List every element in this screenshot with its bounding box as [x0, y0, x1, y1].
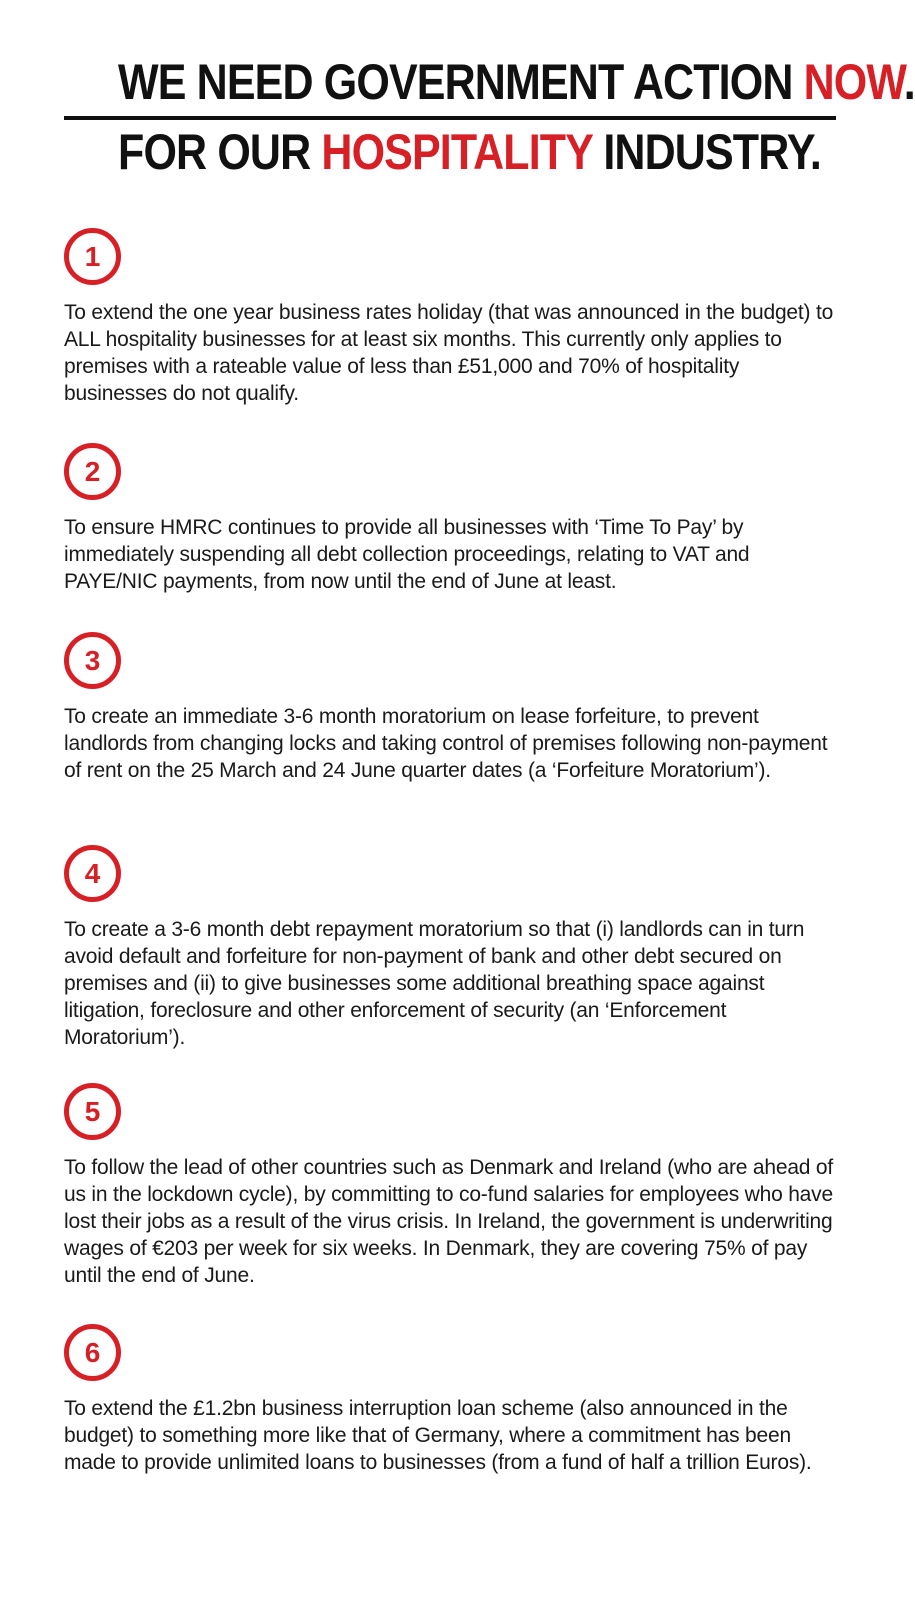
headline-line-2: [118, 122, 821, 182]
demand-item-2: [64, 443, 844, 595]
headline-accent-now: NOW: [803, 54, 904, 110]
demand-number-badge: [64, 1324, 121, 1381]
demand-number: 1: [84, 240, 101, 272]
demand-item-6: [64, 1324, 844, 1476]
headline-divider: [64, 116, 836, 120]
demand-number-badge: [64, 632, 121, 689]
demand-number: 2: [84, 455, 101, 487]
demand-number: 3: [84, 644, 101, 676]
demand-number-badge: [64, 1083, 121, 1140]
demand-text: To extend the £1.2bn business interruption loan scheme (also announced in the budget) to something more like that of Germany, where a commitment has been made to provide unlimited loans to businesses (from a fund of half a trillion Euros).: [64, 1397, 812, 1474]
demand-item-3: [64, 632, 844, 784]
demand-number: 4: [84, 857, 101, 889]
headline-line-2-prefix: FOR OUR: [118, 124, 322, 180]
headline-line-1-prefix: WE NEED GOVERNMENT ACTION: [118, 54, 804, 110]
demand-text: To create a 3-6 month debt repayment moratorium so that (i) landlords can in turn avoid default and forfeiture for non-payment of bank and other debt secured on premises and (ii) to give businesses some additional breathing space against litigation, foreclosure and other enforcement of security (an ‘Enforcement Moratorium’).: [64, 918, 805, 1049]
demand-number-badge: [64, 845, 121, 902]
demand-item-4: [64, 845, 844, 1051]
demand-number: 5: [84, 1095, 101, 1127]
demand-number-badge: [64, 443, 121, 500]
demand-text: To follow the lead of other countries such as Denmark and Ireland (who are ahead of us in the lockdown cycle), by committing to co-fund salaries for employees who have lost their jobs as a result of the virus crisis. In Ireland, the government is underwriting wages of €203 per week for six weeks. In Denmark, they are covering 75% of pay until the end of June.: [64, 1156, 834, 1287]
demand-number-badge: [64, 228, 121, 285]
headline-line-2-suffix: INDUSTRY.: [592, 124, 821, 180]
headline-line-1-suffix: .: [903, 54, 915, 110]
demand-text: To ensure HMRC continues to provide all businesses with ‘Time To Pay’ by immediately suspending all debt collection proceedings, relating to VAT and PAYE/NIC payments, from now until the end of June at least.: [64, 516, 750, 593]
demand-item-5: [64, 1083, 844, 1289]
demand-number: 6: [84, 1336, 101, 1368]
demand-text: To extend the one year business rates holiday (that was announced in the budget) to ALL hospitality businesses for at least six months. This currently only applies to premises with a rateable value of less than £51,000 and 70% of hospitality businesses do not qualify.: [64, 301, 834, 405]
demand-text: To create an immediate 3-6 month moratorium on lease forfeiture, to prevent landlords from changing locks and taking control of premises following non-payment of rent on the 25 March and 24 June quarter dates (a ‘Forfeiture Moratorium’).: [64, 705, 828, 782]
demand-item-1: [64, 228, 844, 407]
headline-block: [64, 52, 915, 182]
headline-accent-hospitality: HOSPITALITY: [321, 124, 593, 180]
headline-line-1: [118, 52, 915, 112]
